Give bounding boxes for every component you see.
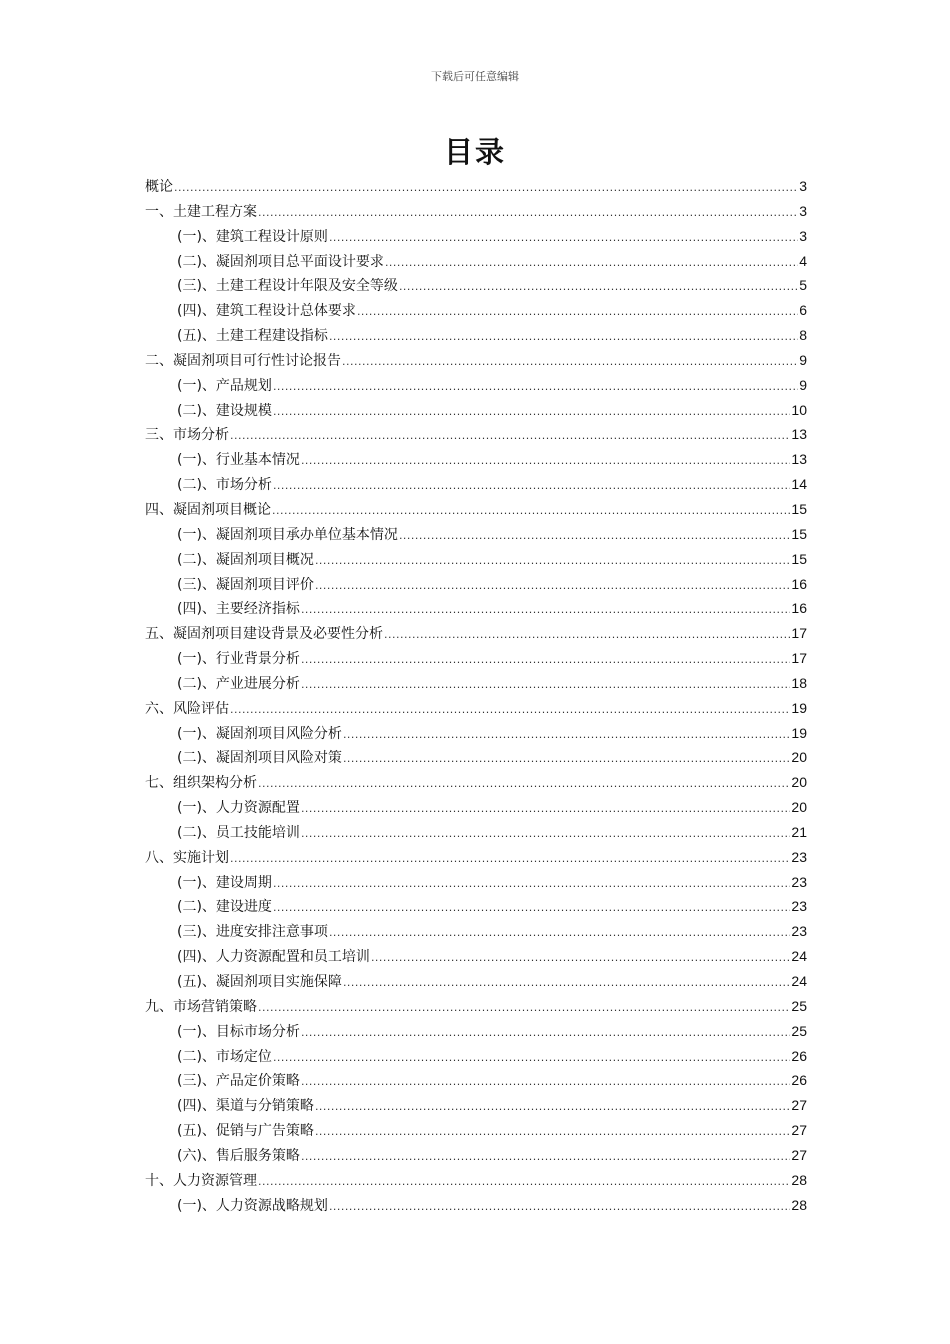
toc-entry-label: (一)、人力资源配置 <box>177 800 300 817</box>
toc-dot-leader <box>273 872 790 897</box>
toc-entry[interactable] <box>145 547 807 572</box>
toc-entry[interactable] <box>145 994 807 1019</box>
toc-entry[interactable] <box>145 572 807 597</box>
toc-entry[interactable] <box>145 795 807 820</box>
toc-entry[interactable] <box>145 870 807 895</box>
toc-entry-label: (三)、土建工程设计年限及安全等级 <box>177 278 398 295</box>
table-of-contents <box>145 174 807 1217</box>
toc-entry-label: 三、市场分析 <box>145 427 229 444</box>
toc-dot-leader <box>342 350 798 375</box>
toc-entry-page: 16 <box>791 600 807 617</box>
toc-entry-label: 七、组织架构分析 <box>145 775 257 792</box>
toc-entry-label: (二)、凝固剂项目概况 <box>177 551 314 568</box>
toc-entry-label: 二、凝固剂项目可行性讨论报告 <box>145 352 341 369</box>
toc-dot-leader <box>315 1120 790 1145</box>
toc-entry-page: 16 <box>791 575 807 592</box>
toc-entry[interactable] <box>145 696 807 721</box>
toc-entry-page: 28 <box>791 1171 807 1188</box>
page-title: 目录 <box>443 135 506 169</box>
toc-entry[interactable] <box>145 919 807 944</box>
toc-dot-leader <box>273 400 790 425</box>
toc-entry-page: 23 <box>791 898 807 915</box>
toc-entry-page: 13 <box>791 451 807 468</box>
toc-entry[interactable] <box>145 398 807 423</box>
toc-dot-leader <box>329 921 790 946</box>
toc-entry-label: (三)、凝固剂项目评价 <box>177 576 314 593</box>
toc-entry[interactable] <box>145 671 807 696</box>
toc-dot-leader <box>301 449 790 474</box>
toc-entry-label: (四)、主要经济指标 <box>177 601 300 618</box>
toc-dot-leader <box>301 1145 790 1170</box>
toc-entry[interactable] <box>145 646 807 671</box>
toc-dot-leader <box>258 201 798 226</box>
toc-entry-page: 18 <box>791 674 807 691</box>
toc-dot-leader <box>301 822 790 847</box>
toc-dot-leader <box>329 1195 790 1220</box>
toc-entry-label: (一)、产品规划 <box>177 377 272 394</box>
toc-entry[interactable] <box>145 447 807 472</box>
toc-entry[interactable] <box>145 1044 807 1069</box>
toc-dot-leader <box>315 1095 790 1120</box>
toc-entry-page: 26 <box>791 1072 807 1089</box>
toc-dot-leader <box>230 424 790 449</box>
toc-entry-page: 23 <box>791 848 807 865</box>
toc-entry-label: 概论 <box>145 179 173 195</box>
toc-entry-page: 26 <box>791 1047 807 1064</box>
toc-entry[interactable] <box>145 249 807 274</box>
toc-entry[interactable] <box>145 1143 807 1168</box>
toc-entry[interactable] <box>145 497 807 522</box>
toc-entry-label: (一)、行业基本情况 <box>177 452 300 469</box>
toc-dot-leader <box>230 847 790 872</box>
toc-dot-leader <box>384 623 790 648</box>
toc-entry-page: 9 <box>799 376 807 393</box>
toc-entry[interactable] <box>145 745 807 770</box>
toc-dot-leader <box>273 896 790 921</box>
toc-dot-leader <box>315 574 790 599</box>
toc-entry-label: (一)、目标市场分析 <box>177 1023 300 1040</box>
toc-entry-page: 15 <box>791 500 807 517</box>
toc-entry-label: 九、市场营销策略 <box>145 998 257 1015</box>
toc-entry-page: 28 <box>791 1196 807 1213</box>
toc-entry[interactable] <box>145 1193 807 1218</box>
toc-entry[interactable] <box>145 323 807 348</box>
toc-entry-page: 19 <box>791 724 807 741</box>
toc-entry[interactable] <box>145 770 807 795</box>
toc-entry-label: (一)、行业背景分析 <box>177 651 300 668</box>
toc-entry-page: 27 <box>791 1097 807 1114</box>
toc-entry-page: 25 <box>791 1022 807 1039</box>
toc-entry-label: 一、土建工程方案 <box>145 203 257 220</box>
toc-entry-label: (二)、凝固剂项目总平面设计要求 <box>177 253 384 270</box>
toc-dot-leader <box>301 1070 790 1095</box>
toc-entry-page: 17 <box>791 625 807 642</box>
toc-entry-page: 14 <box>791 476 807 493</box>
toc-dot-leader <box>371 946 790 971</box>
toc-entry-label: (三)、进度安排注意事项 <box>177 924 328 941</box>
toc-entry[interactable] <box>145 273 807 298</box>
toc-dot-leader <box>258 996 790 1021</box>
toc-entry[interactable] <box>145 944 807 969</box>
toc-entry-page: 23 <box>791 923 807 940</box>
toc-entry-label: (四)、建筑工程设计总体要求 <box>177 303 356 320</box>
toc-entry-label: (二)、凝固剂项目风险对策 <box>177 750 342 767</box>
toc-entry[interactable] <box>145 298 807 323</box>
toc-dot-leader <box>174 176 798 201</box>
toc-entry-page: 10 <box>791 401 807 418</box>
toc-dot-leader <box>399 275 798 300</box>
toc-entry[interactable] <box>145 621 807 646</box>
toc-entry-page: 4 <box>799 252 807 269</box>
toc-dot-leader <box>273 375 798 400</box>
toc-entry[interactable] <box>145 174 807 199</box>
toc-entry-label: (二)、员工技能培训 <box>177 824 300 841</box>
toc-entry[interactable] <box>145 348 807 373</box>
toc-entry-page: 23 <box>791 873 807 890</box>
toc-entry-label: (二)、产业进展分析 <box>177 675 300 692</box>
toc-entry-label: (五)、促销与广告策略 <box>177 1123 314 1140</box>
toc-entry[interactable] <box>145 820 807 845</box>
toc-entry-label: (一)、凝固剂项目风险分析 <box>177 725 342 742</box>
toc-entry-page: 19 <box>791 699 807 716</box>
toc-entry[interactable] <box>145 596 807 621</box>
toc-dot-leader <box>301 673 790 698</box>
toc-entry-page: 27 <box>791 1122 807 1139</box>
toc-dot-leader <box>272 499 790 524</box>
toc-dot-leader <box>385 251 798 276</box>
toc-entry-page: 25 <box>791 997 807 1014</box>
toc-entry[interactable] <box>145 373 807 398</box>
toc-entry[interactable] <box>145 845 807 870</box>
header-note: 下载后可任意编辑 <box>431 70 519 83</box>
toc-entry-label: (四)、人力资源配置和员工培训 <box>177 949 370 966</box>
toc-entry-label: (二)、建设进度 <box>177 899 272 916</box>
toc-entry-page: 9 <box>799 351 807 368</box>
toc-entry[interactable] <box>145 422 807 447</box>
toc-entry-page: 15 <box>791 525 807 542</box>
toc-entry-label: (一)、建设周期 <box>177 874 272 891</box>
toc-entry-page: 17 <box>791 650 807 667</box>
toc-entry[interactable] <box>145 1019 807 1044</box>
toc-entry-page: 8 <box>799 327 807 344</box>
toc-entry[interactable] <box>145 1093 807 1118</box>
toc-entry[interactable] <box>145 721 807 746</box>
toc-entry[interactable] <box>145 1068 807 1093</box>
toc-entry-label: (六)、售后服务策略 <box>177 1147 300 1164</box>
toc-entry-label: (二)、建设规模 <box>177 402 272 419</box>
toc-entry[interactable] <box>145 969 807 994</box>
toc-entry-page: 3 <box>799 227 807 244</box>
toc-dot-leader <box>273 474 790 499</box>
toc-entry-label: (二)、市场分析 <box>177 477 272 494</box>
toc-dot-leader <box>357 300 798 325</box>
toc-dot-leader <box>258 772 790 797</box>
toc-entry[interactable] <box>145 1168 807 1193</box>
toc-entry-label: (一)、建筑工程设计原则 <box>177 228 328 245</box>
toc-entry-label: (三)、产品定价策略 <box>177 1073 300 1090</box>
toc-entry-label: (五)、土建工程建设指标 <box>177 328 328 345</box>
toc-dot-leader <box>329 325 798 350</box>
toc-entry-page: 15 <box>791 550 807 567</box>
toc-dot-leader <box>301 797 790 822</box>
toc-entry-page: 20 <box>791 774 807 791</box>
toc-entry-label: 八、实施计划 <box>145 849 229 866</box>
toc-entry[interactable] <box>145 224 807 249</box>
toc-entry-page: 13 <box>791 426 807 443</box>
toc-entry-label: (一)、人力资源战略规划 <box>177 1197 328 1214</box>
toc-entry-label: (四)、渠道与分销策略 <box>177 1098 314 1115</box>
toc-dot-leader <box>301 1021 790 1046</box>
toc-entry-page: 5 <box>799 277 807 294</box>
toc-entry-label: 五、凝固剂项目建设背景及必要性分析 <box>145 626 383 643</box>
toc-dot-leader <box>343 971 790 996</box>
toc-dot-leader <box>399 524 790 549</box>
toc-dot-leader <box>343 723 790 748</box>
toc-entry-page: 6 <box>799 302 807 319</box>
toc-dot-leader <box>329 226 798 251</box>
toc-entry-page: 20 <box>791 799 807 816</box>
toc-dot-leader <box>315 549 790 574</box>
toc-entry-page: 27 <box>791 1146 807 1163</box>
toc-entry-label: 十、人力资源管理 <box>145 1172 257 1189</box>
toc-entry-label: 四、凝固剂项目概论 <box>145 501 271 518</box>
toc-entry-page: 24 <box>791 973 807 989</box>
toc-entry[interactable] <box>145 522 807 547</box>
toc-entry-label: (一)、凝固剂项目承办单位基本情况 <box>177 526 398 543</box>
toc-entry-label: (五)、凝固剂项目实施保障 <box>177 974 342 990</box>
toc-dot-leader <box>343 747 790 772</box>
toc-dot-leader <box>230 698 790 723</box>
toc-entry[interactable] <box>145 1118 807 1143</box>
toc-entry-label: (二)、市场定位 <box>177 1048 272 1065</box>
toc-dot-leader <box>273 1046 790 1071</box>
toc-entry[interactable] <box>145 894 807 919</box>
toc-entry-page: 21 <box>791 823 807 840</box>
toc-dot-leader <box>258 1170 790 1195</box>
toc-entry-label: 六、风险评估 <box>145 700 229 717</box>
toc-dot-leader <box>301 648 790 673</box>
toc-dot-leader <box>301 598 790 623</box>
toc-entry[interactable] <box>145 472 807 497</box>
toc-entry-page: 20 <box>791 749 807 766</box>
toc-entry-page: 3 <box>799 178 807 194</box>
toc-entry[interactable] <box>145 199 807 224</box>
toc-entry-page: 3 <box>799 202 807 219</box>
toc-entry-page: 24 <box>791 948 807 965</box>
